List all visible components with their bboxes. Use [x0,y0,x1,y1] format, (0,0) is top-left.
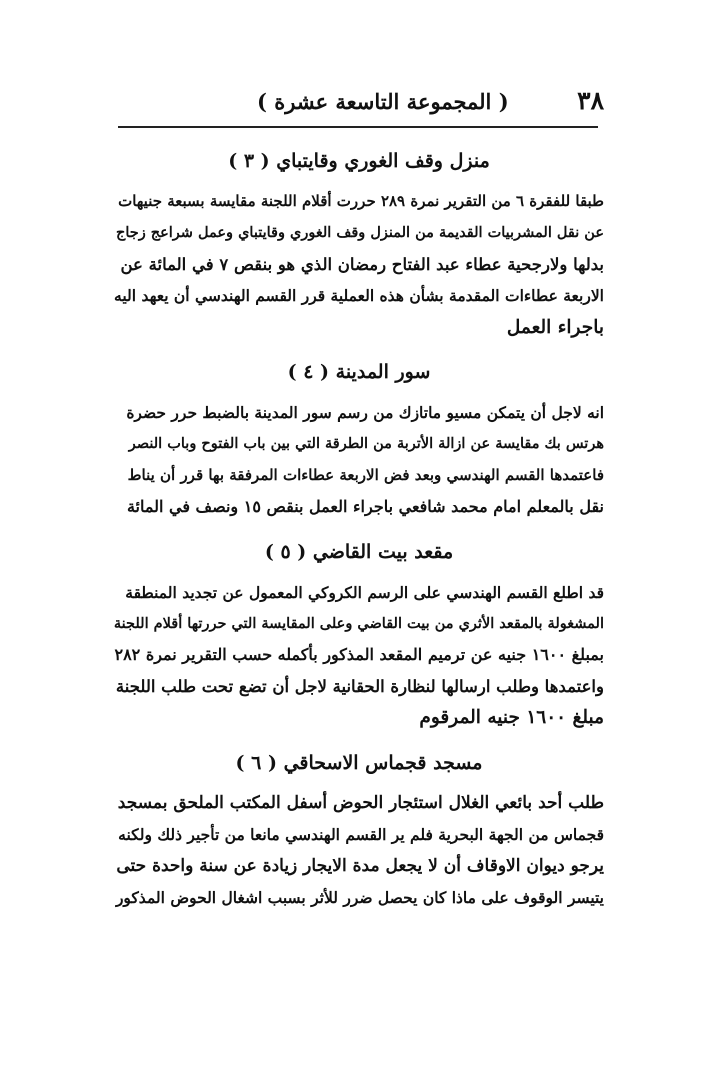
section-paragraph [114,397,604,523]
header-rule [118,126,598,128]
text-line: باجراء العمل [506,316,604,338]
text-line: انه لاجل أن يتمكن مسيو ماتازك من رسم سور المدينة بالضبط حرر حضرة [126,403,604,423]
text-line: مبلغ ١٦٠٠ جنيه المرقوم [419,707,604,729]
text-line: نقل بالمعلم امام محمد شافعي باجراء العمل بنقص ١٥ ونصف في المائة [126,497,604,517]
page-header [112,86,604,122]
section-paragraph [114,186,604,343]
text-line: قد اطلع القسم الهندسي على الرسم الكروكي المعمول عن تجديد المنطقة [125,582,604,602]
section-heading: ( ٥ ) مقعد بيت القاضي [264,540,454,563]
section-3 [114,146,604,343]
text-line: الاربعة عطاءات المقدمة بشأن هذه العملية قرر القسم الهندسي أن يعهد اليه [114,286,604,306]
text-line: بدلها ولارجحية عطاء عبد الفتاح رمضان الذي هو بنقص ٧ في المائة عن [120,254,604,274]
text-line: قجماس من الجهة البحرية فلم ير القسم الهندسي مانعا من تأجير ذلك ولكنه [118,825,604,845]
text-line: واعتمدها وطلب ارسالها لنظارة الحقانية لاجل أن تضع تحت طلب اللجنة [115,676,604,696]
section-heading: ( ٤ ) سور المدينة [287,361,431,384]
text-line: فاعتمدها القسم الهندسي وبعد فض الاربعة عطاءات المرفقة بها قرر أن يناط [127,465,604,484]
section-heading: ( ٦ ) مسجد قجماس الاسحاقي [235,751,483,774]
text-line: طلب أحد بائعي الغلال استئجار الحوض أسفل المكتب الملحق بمسجد [117,792,604,813]
running-title: ( المجموعة التاسعة عشرة ) [257,89,509,114]
text-line: يرجو ديوان الاوقاف أن لا يجعل مدة الايجار زيادة عن سنة واحدة حتى [116,855,604,876]
section-4 [114,357,604,523]
text-line: بمبلغ ١٦٠٠ جنيه عن ترميم المقعد المذكور بأكمله حسب التقرير نمرة ٢٨٢ [114,645,604,665]
text-line: يتيسر الوقوف على ماذا كان يحصل ضرر للأثر بسبب اشغال الحوض المذكور [115,887,604,907]
text-line: عن نقل المشربيات القديمة من المنزل وقف الغوري وقايتباي وعمل شراعج زجاج [115,224,604,242]
section-5 [114,537,604,734]
page-number: ٣٨ [577,86,604,115]
text-line: طبقا للفقرة ٦ من التقرير نمرة ٢٨٩ حررت أقلام اللجنة مقايسة بسبعة جنيهات [118,192,604,210]
section-paragraph [114,577,604,734]
text-line: المشغولة بالمقعد الأثري من بيت القاضي وعلى المقايسة التي حررتها أقلام اللجنة [114,615,604,633]
section-heading: ( ٣ ) منزل وقف الغوري وقايتباي [228,150,490,172]
page-body [114,138,604,927]
section-6 [114,748,604,914]
section-paragraph [114,788,604,914]
text-line: هرتس بك مقايسة عن ازالة الأتربة من الطرقة التي بين باب الفتوح وباب النصر [128,435,604,453]
